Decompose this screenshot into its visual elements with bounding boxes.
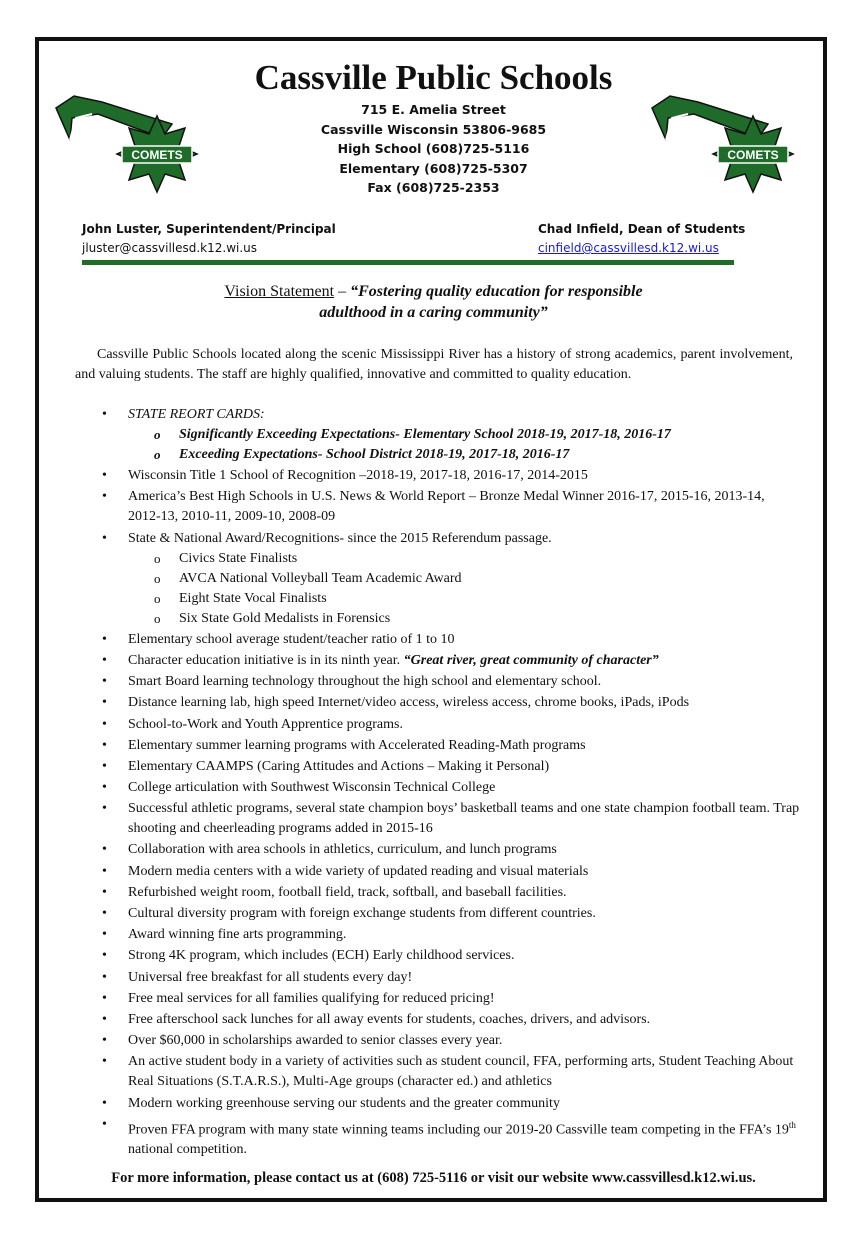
sub-list-item: o Exceeding Expectations- School District 2018-19, 2017-18, 2016-17 — [128, 445, 800, 465]
list-item: • Strong 4K program, which includes (ECH) Early childhood services. — [80, 946, 800, 966]
high-school-phone: High School (608)725-5116 — [337, 141, 530, 157]
list-item: • Modern media centers with a wide variety of updated reading and visual materials — [80, 862, 800, 882]
sub-list — [128, 425, 800, 465]
svg-text:COMETS: COMETS — [131, 148, 183, 162]
character-text: Character education initiative is in its ninth year. — [128, 652, 404, 668]
footer-contact: For more information, please contact us at (608) 725-5116 or visit our website www.cassvillesd.k12.wi.us. — [111, 1170, 756, 1186]
list-item: • Distance learning lab, high speed Internet/video access, wireless access, chrome books, iPads, iPods — [80, 693, 800, 713]
list-item: • Free afterschool sack lunches for all away events for students, coaches, drivers, and advisors. — [80, 1010, 800, 1030]
dean-contact — [538, 220, 745, 258]
address-city: Cassville Wisconsin 53806-9685 — [320, 121, 547, 137]
list-item: • An active student body in a variety of activities such as student council, FFA, performing arts, Student Teaching About Real Situations (S.T.A.R.S.), Multi-Age groups (character ed.) and athletics — [80, 1052, 800, 1092]
dean-name: Chad Infield, Dean of Students — [538, 222, 746, 236]
superintendent-contact — [82, 220, 336, 258]
list-item: • Elementary CAAMPS (Caring Attitudes and Actions – Making it Personal) — [80, 757, 800, 777]
highlights-list — [80, 405, 800, 1162]
list-item — [80, 529, 800, 629]
ffa-text: Proven FFA program with many state winning teams including our 2019-20 Cassville team competing in the FFA’s 19 — [128, 1122, 789, 1138]
list-item: • Elementary summer learning programs with Accelerated Reading-Math programs — [80, 736, 800, 756]
list-item: • Over $60,000 in scholarships awarded to senior classes every year. — [80, 1031, 800, 1051]
superintendent-name: John Luster, Superintendent/Principal — [82, 222, 336, 236]
ffa-ordinal: th — [788, 1119, 796, 1130]
fax-number: Fax (608)725-2353 — [367, 180, 500, 196]
list-item: • College articulation with Southwest Wisconsin Technical College — [80, 778, 800, 798]
ffa-text-end: national competition. — [128, 1142, 247, 1158]
list-item: • Universal free breakfast for all students every day! — [80, 968, 800, 988]
header-divider — [82, 260, 734, 265]
list-item: • Successful athletic programs, several state champion boys’ basketball teams and one state champion football team. Trap shooting and cheerleading programs added in 2015-16 — [80, 799, 800, 839]
vision-statement — [0, 281, 867, 323]
list-item: • Elementary school average student/teacher ratio of 1 to 10 — [80, 630, 800, 650]
list-item: • Refurbished weight room, football field, track, softball, and baseball facilities. — [80, 883, 800, 903]
character-motto: “Great river, great community of character” — [403, 652, 659, 668]
list-item: • Modern working greenhouse serving our students and the greater community — [80, 1094, 800, 1114]
address-street: 715 E. Amelia Street — [361, 102, 506, 117]
superintendent-email: jluster@cassvillesd.k12.wi.us — [82, 241, 258, 255]
list-item: • America’s Best High Schools in U.S. News & World Report – Bronze Medal Winner 2016-17, 2015-16, 2013-14, 2012-13, 2010-11, 2009-10, 2008-09 — [80, 487, 800, 527]
report-cards-label: STATE REORT CARDS: — [128, 407, 265, 422]
dean-email-link[interactable]: cinfield@cassvillesd.k12.wi.us — [538, 241, 719, 255]
list-item: • Award winning fine arts programming. — [80, 925, 800, 945]
vision-label: Vision Statement — [224, 283, 335, 300]
vision-quote-line1: “Fostering quality education for responsible — [350, 283, 643, 300]
svg-text:COMETS: COMETS — [727, 148, 779, 162]
list-item: • Wisconsin Title 1 School of Recognition –2018-19, 2017-18, 2016-17, 2014-2015 — [80, 466, 800, 486]
list-item: • Cultural diversity program with foreign exchange students from different countries. — [80, 904, 800, 924]
sub-list — [128, 549, 800, 629]
list-item: • School-to-Work and Youth Apprentice programs. — [80, 715, 800, 735]
sub-list-item: o Significantly Exceeding Expectations- Elementary School 2018-19, 2017-18, 2016-17 — [128, 425, 800, 445]
list-item — [80, 405, 800, 465]
page-title: Cassville Public Schools — [254, 58, 613, 97]
list-item — [80, 651, 800, 671]
sub-list-item: o Six State Gold Medalists in Forensics — [128, 609, 800, 629]
sub-list-item: o AVCA National Volleyball Team Academic Award — [128, 569, 800, 589]
list-item: • Free meal services for all families qualifying for reduced pricing! — [80, 989, 800, 1009]
intro-paragraph: Cassville Public Schools located along the scenic Mississippi River has a history of strong academics, parent involvement, and valuing students. The staff are highly qualified, innovative and committed to quality education. — [75, 347, 793, 382]
sub-list-item: o Eight State Vocal Finalists — [128, 589, 800, 609]
awards-label: State & National Award/Recognitions- since the 2015 Referendum passage. — [128, 530, 552, 546]
list-item — [80, 1115, 800, 1161]
vision-quote-line2: adulthood in a caring community” — [319, 304, 548, 321]
vision-dash: – — [334, 283, 351, 300]
list-item: • Smart Board learning technology throughout the high school and elementary school. — [80, 672, 800, 692]
sub-list-item: o Civics State Finalists — [128, 549, 800, 569]
elementary-phone: Elementary (608)725-5307 — [339, 160, 528, 176]
school-address — [0, 100, 867, 198]
list-item: • Collaboration with area schools in athletics, curriculum, and lunch programs — [80, 840, 800, 860]
